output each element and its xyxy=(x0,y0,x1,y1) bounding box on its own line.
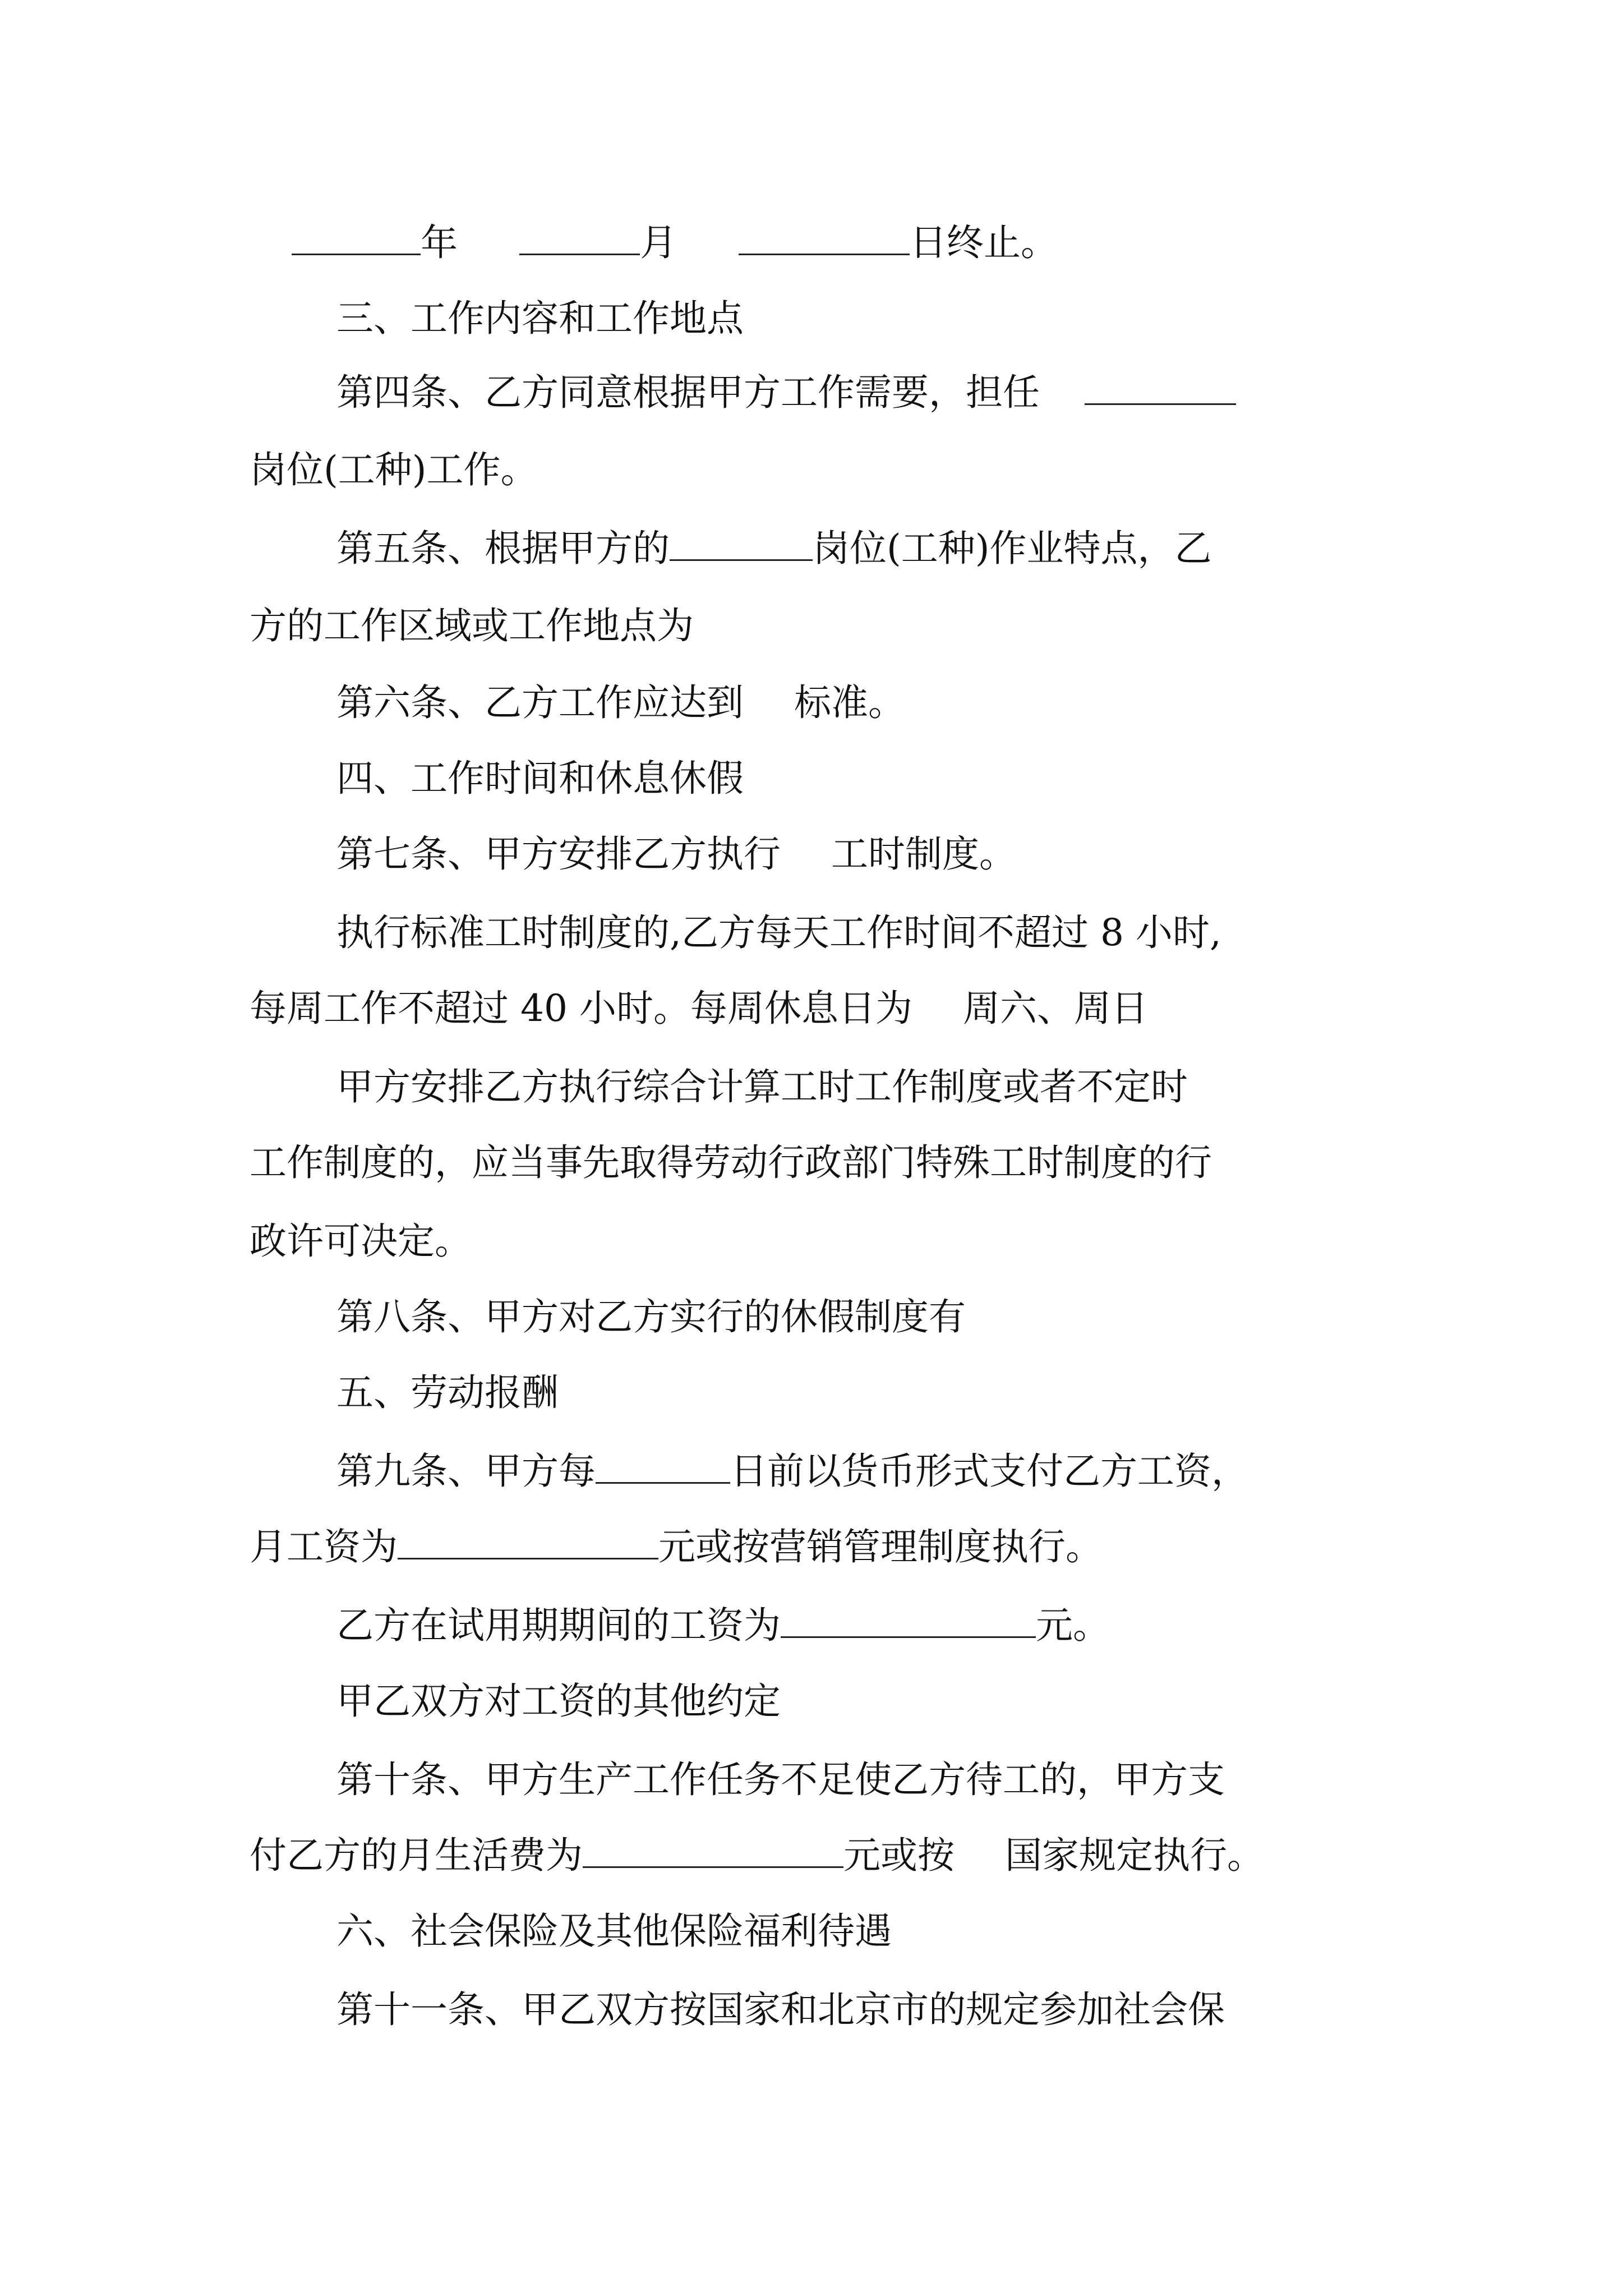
section-heading-6: 六、社会保险及其他保险福利待遇 xyxy=(336,1910,892,1953)
article-10-line-2 xyxy=(250,1829,1264,1883)
monthly-wage-label: 月工资为 xyxy=(250,1525,398,1568)
standard-hours-line-2 xyxy=(250,982,1148,1036)
article-4-line-2: 岗位(工种)工作。 xyxy=(250,448,538,491)
month-label: 月 xyxy=(640,221,677,264)
article-4-line-1 xyxy=(336,366,1236,420)
year-blank xyxy=(292,220,421,255)
monthly-wage-text: 元或按营销管理制度执行。 xyxy=(658,1525,1103,1568)
probation-wage-blank xyxy=(781,1603,1036,1638)
article-5-line-2: 方的工作区域或工作地点为 xyxy=(250,604,694,647)
article-7-text-a: 第七条、甲方安排乙方执行 xyxy=(336,832,781,876)
day-end-label: 日终止。 xyxy=(910,221,1058,264)
pay-day-blank xyxy=(596,1448,730,1484)
article-8-line: 第八条、甲方对乙方实行的休假制度有 xyxy=(336,1295,966,1338)
article-5-text-a: 第五条、根据甲方的 xyxy=(336,527,670,570)
section-heading-4: 四、工作时间和休息休假 xyxy=(336,757,744,800)
month-blank xyxy=(519,220,640,255)
end-date-line xyxy=(292,216,1058,270)
position-blank xyxy=(1085,370,1236,405)
article-6-text-b: 标准。 xyxy=(794,681,905,724)
living-allowance-blank xyxy=(583,1833,843,1868)
article-9-line-2 xyxy=(250,1520,1103,1574)
probation-wage-unit: 元。 xyxy=(1036,1604,1110,1647)
article-7-line xyxy=(336,827,1016,881)
article-9-text-a: 第九条、甲方每 xyxy=(336,1450,596,1493)
article-6-line xyxy=(336,676,905,730)
year-label: 年 xyxy=(421,221,458,264)
flexible-hours-line-1: 甲方安排乙方执行综合计算工时工作制度或者不定时 xyxy=(336,1065,1188,1108)
national-rule-text: 国家规定执行。 xyxy=(1005,1834,1264,1877)
article-9-line-1 xyxy=(336,1444,1248,1498)
article-5-blank xyxy=(670,526,813,561)
probation-wage-label: 乙方在试用期期间的工资为 xyxy=(336,1604,781,1647)
living-allowance-label: 付乙方的月生活费为 xyxy=(250,1834,583,1877)
flexible-hours-line-2: 工作制度的，应当事先取得劳动行政部门特殊工时制度的行 xyxy=(250,1141,1212,1184)
probation-wage-line xyxy=(336,1599,1110,1653)
standard-hours-line-1: 执行标准工时制度的,乙方每天工作时间不超过 8 小时, xyxy=(336,911,1221,954)
flexible-hours-line-3: 政许可决定。 xyxy=(250,1220,472,1263)
section-heading-3: 三、工作内容和工作地点 xyxy=(336,297,744,340)
rest-days-text: 周六、周日 xyxy=(962,987,1148,1030)
standard-hours-text: 每周工作不超过 40 小时。每周休息日为 xyxy=(250,987,912,1030)
article-11-line-1: 第十一条、甲乙双方按国家和北京市的规定参加社会保 xyxy=(336,1988,1225,2031)
section-heading-5: 五、劳动报酬 xyxy=(336,1371,559,1414)
article-9-text-b: 日前以货币形式支付乙方工资， xyxy=(730,1450,1248,1493)
article-4-text: 第四条、乙方同意根据甲方工作需要，担任 xyxy=(336,371,1040,414)
article-10-line-1: 第十条、甲方生产工作任务不足使乙方待工的，甲方支 xyxy=(336,1758,1225,1801)
monthly-wage-blank xyxy=(398,1524,658,1559)
article-5-text-b: 岗位(工种)作业特点，乙 xyxy=(813,527,1212,570)
day-blank xyxy=(739,220,910,255)
living-allowance-text: 元或按 xyxy=(843,1834,955,1877)
article-7-text-b: 工时制度。 xyxy=(831,832,1016,876)
other-wage-agreement-line: 甲乙双方对工资的其他约定 xyxy=(336,1680,781,1723)
article-6-text-a: 第六条、乙方工作应达到 xyxy=(336,681,744,724)
article-5-line-1 xyxy=(336,522,1212,576)
